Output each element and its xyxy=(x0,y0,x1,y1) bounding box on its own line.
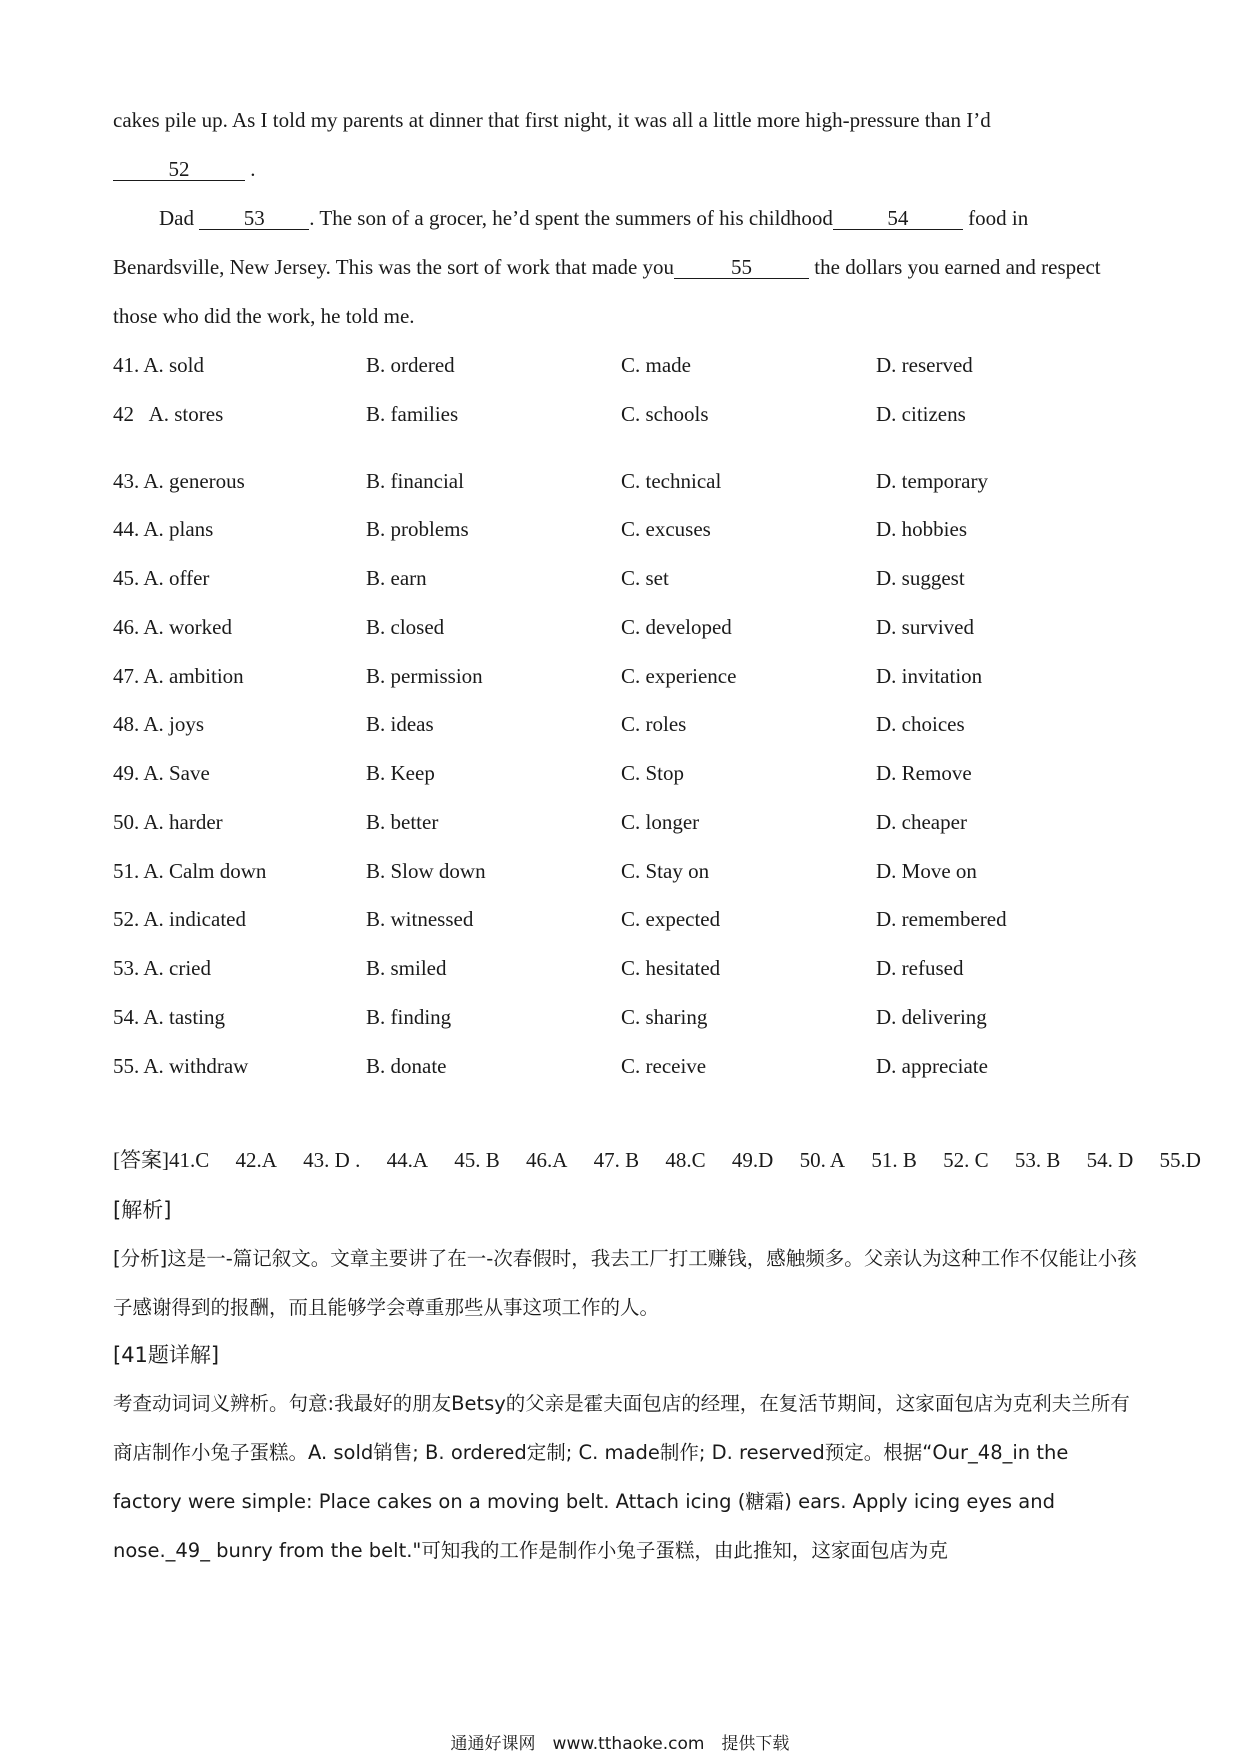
option-d: D. Move on xyxy=(876,859,977,883)
option-a: 44. A. plans xyxy=(113,517,214,541)
option-c: C. excuses xyxy=(621,517,711,541)
option-b: B. ordered xyxy=(366,353,455,377)
option-a: 48. A. joys xyxy=(113,712,205,736)
option-row xyxy=(113,514,1143,544)
passage-paragraph-1 xyxy=(113,96,1143,194)
analysis-label: [解析] xyxy=(113,1198,172,1222)
option-b: B. ideas xyxy=(366,712,434,736)
detail-label: [41题详解] xyxy=(113,1343,220,1367)
option-d: D. remembered xyxy=(876,907,1007,931)
blank-55: 55 xyxy=(674,256,809,279)
option-d: D. choices xyxy=(876,712,965,736)
option-b: B. smiled xyxy=(366,956,447,980)
option-row xyxy=(113,1002,1143,1032)
passage-text: food in xyxy=(968,206,1029,230)
passage-paragraph-2-cont xyxy=(113,243,1143,341)
option-c: C. sharing xyxy=(621,1005,708,1029)
passage-text: the dollars you earned and respect xyxy=(814,255,1101,279)
option-c: C. developed xyxy=(621,615,732,639)
passage-punct: . xyxy=(250,157,256,181)
option-row xyxy=(113,1051,1143,1081)
detail-explanation: 考查动词词义辨析。句意:我最好的朋友Betsy的父亲是霍夫面包店的经理，在复活节期间，这家面包店为克利夫兰所有商店制作小兔子蛋糕。A. sold销售; B. ordered定制; C. made制作; D. reserved预定。根据“Our_48_in the factory were simple: Place cakes on a moving belt. Attach icing (糖霜) ears. Apply icing eyes and nose._49_ bunry from the belt."可知我的工作是制作小兔子蛋糕，由此推知，这家面包店为克 xyxy=(113,1392,1130,1562)
option-b: B. problems xyxy=(366,517,469,541)
option-b: B. witnessed xyxy=(366,907,474,931)
option-a: 54. A. tasting xyxy=(113,1005,226,1029)
answer-key: [答案]41.C 42.A 43. D . 44.A 45. B 46.A 47. B 48.C 49.D 50. A 51. B 52. C 53. B 54. D 55.D xyxy=(113,1148,1201,1172)
option-d: D. invitation xyxy=(876,664,983,688)
passage-paragraph-2 xyxy=(113,194,1159,243)
option-c: C. receive xyxy=(621,1054,707,1078)
option-c: C. schools xyxy=(621,402,709,426)
option-c: C. Stop xyxy=(621,761,685,785)
option-row xyxy=(113,758,1143,788)
option-row xyxy=(113,563,1143,593)
option-c: C. set xyxy=(621,566,669,590)
option-a: 46. A. worked xyxy=(113,615,232,639)
option-a: 51. A. Calm down xyxy=(113,859,267,883)
option-a: 55. A. withdraw xyxy=(113,1054,249,1078)
option-c: C. longer xyxy=(621,810,700,834)
option-d: D. delivering xyxy=(876,1005,987,1029)
option-row xyxy=(113,807,1143,837)
option-d: D. refused xyxy=(876,956,964,980)
option-c: C. made xyxy=(621,353,691,377)
option-a: 41. A. sold xyxy=(113,353,205,377)
option-d: D. survived xyxy=(876,615,974,639)
passage-text: those who did the work, he told me. xyxy=(113,304,415,328)
option-c: C. Stay on xyxy=(621,859,710,883)
blank-53: 53 xyxy=(199,207,309,230)
option-c: C. experience xyxy=(621,664,737,688)
option-row xyxy=(113,661,1143,691)
option-row xyxy=(113,953,1143,983)
option-b: B. Slow down xyxy=(366,859,486,883)
option-d: D. cheaper xyxy=(876,810,967,834)
option-c: C. roles xyxy=(621,712,687,736)
option-b: B. financial xyxy=(366,469,464,493)
option-a: 47. A. ambition xyxy=(113,664,244,688)
option-a: 49. A. Save xyxy=(113,761,210,785)
option-row xyxy=(113,904,1143,934)
option-b: B. finding xyxy=(366,1005,452,1029)
option-a: 50. A. harder xyxy=(113,810,223,834)
option-b: B. families xyxy=(366,402,459,426)
option-d: D. temporary xyxy=(876,469,988,493)
passage-text: . The son of a grocer, he’d spent the summers of his childhood xyxy=(309,206,833,230)
option-d: D. hobbies xyxy=(876,517,967,541)
option-d: D. suggest xyxy=(876,566,965,590)
passage-text: Benardsville, New Jersey. This was the sort of work that made you xyxy=(113,255,675,279)
option-a: 42 A. stores xyxy=(113,402,224,426)
option-a: 53. A. cried xyxy=(113,956,211,980)
option-b: B. better xyxy=(366,810,439,834)
option-b: B. earn xyxy=(366,566,427,590)
option-row xyxy=(113,612,1143,642)
option-row xyxy=(113,350,1143,380)
passage-text: Dad xyxy=(159,206,194,230)
passage-line: cakes pile up. As I told my parents at dinner that first night, it was all a little more high-pressure than I’d xyxy=(113,108,991,132)
option-row xyxy=(113,709,1143,739)
option-row xyxy=(113,856,1143,886)
option-row xyxy=(113,399,1143,429)
blank-54: 54 xyxy=(833,207,963,230)
analysis-summary: [分析]这是一-篇记叙文。文章主要讲了在一-次春假时，我去工厂打工赚钱，感触频多。父亲认为这种工作不仅能让小孩子感谢得到的报酬，而且能够学会尊重那些从事这项工作的人。 xyxy=(113,1247,1137,1319)
option-a: 45. A. offer xyxy=(113,566,210,590)
option-d: D. appreciate xyxy=(876,1054,988,1078)
option-d: D. citizens xyxy=(876,402,966,426)
page-footer: 通通好课网 www.tthaoke.com 提供下载 xyxy=(450,1734,790,1754)
option-c: C. expected xyxy=(621,907,721,931)
blank-52: 52 xyxy=(113,158,245,181)
option-row xyxy=(113,466,1143,496)
option-b: B. donate xyxy=(366,1054,447,1078)
option-c: C. technical xyxy=(621,469,722,493)
option-d: D. Remove xyxy=(876,761,972,785)
option-b: B. Keep xyxy=(366,761,435,785)
option-a: 43. A. generous xyxy=(113,469,245,493)
option-c: C. hesitated xyxy=(621,956,721,980)
option-a: 52. A. indicated xyxy=(113,907,246,931)
option-b: B. permission xyxy=(366,664,483,688)
option-b: B. closed xyxy=(366,615,445,639)
option-d: D. reserved xyxy=(876,353,973,377)
